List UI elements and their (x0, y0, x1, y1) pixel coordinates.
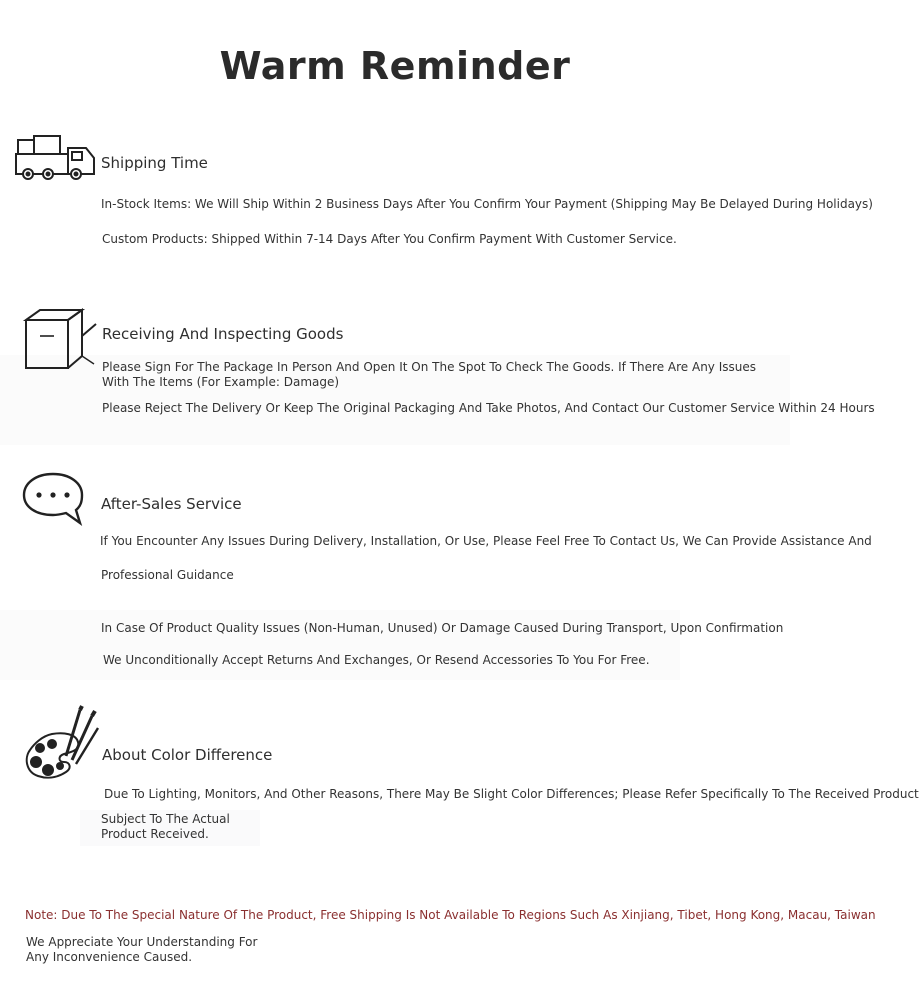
section-title-color-difference: About Color Difference (102, 746, 273, 764)
truck-icon (14, 134, 98, 186)
after-sales-line-3: In Case Of Product Quality Issues (Non-Human, Unused) Or Damage Caused During Transport, Upon Confirmation (101, 621, 784, 635)
receiving-line-1: Please Sign For The Package In Person And Open It On The Spot To Check The Goods. If There Are Any Issues With The Items (For Example: Damage) (102, 360, 756, 389)
chat-bubble-icon (20, 470, 86, 528)
color-line-2: Subject To The Actual Product Received. (101, 812, 230, 841)
receiving-line-2: Please Reject The Delivery Or Keep The Original Packaging And Take Photos, And Contact Our Customer Service Within 24 Hours (102, 401, 875, 415)
shipping-restriction-note: Note: Due To The Special Nature Of The Product, Free Shipping Is Not Available To Regions Such As Xinjiang, Tibet, Hong Kong, Macau, Taiwan (25, 908, 876, 922)
shipping-line-1: In-Stock Items: We Will Ship Within 2 Business Days After You Confirm Your Payment (Shipping May Be Delayed During Holidays) (101, 197, 873, 211)
after-sales-line-1: If You Encounter Any Issues During Delivery, Installation, Or Use, Please Feel Free To Contact Us, We Can Provide Assistance And (100, 534, 872, 548)
section-title-shipping-time: Shipping Time (101, 154, 208, 172)
shipping-line-2: Custom Products: Shipped Within 7-14 Days After You Confirm Payment With Customer Service. (102, 232, 677, 246)
page-title: Warm Reminder (219, 44, 571, 88)
after-sales-line-4: We Unconditionally Accept Returns And Exchanges, Or Resend Accessories To You For Free. (103, 653, 650, 667)
paint-palette-icon (20, 706, 100, 782)
after-sales-line-2: Professional Guidance (101, 568, 234, 582)
box-icon (20, 306, 98, 372)
section-title-receiving-goods: Receiving And Inspecting Goods (102, 325, 344, 343)
apology-note: We Appreciate Your Understanding For Any Inconvenience Caused. (26, 935, 258, 964)
section-title-after-sales: After-Sales Service (101, 495, 242, 513)
color-line-1: Due To Lighting, Monitors, And Other Reasons, There May Be Slight Color Differences; Please Refer Specifically To The Received Product (104, 787, 919, 801)
